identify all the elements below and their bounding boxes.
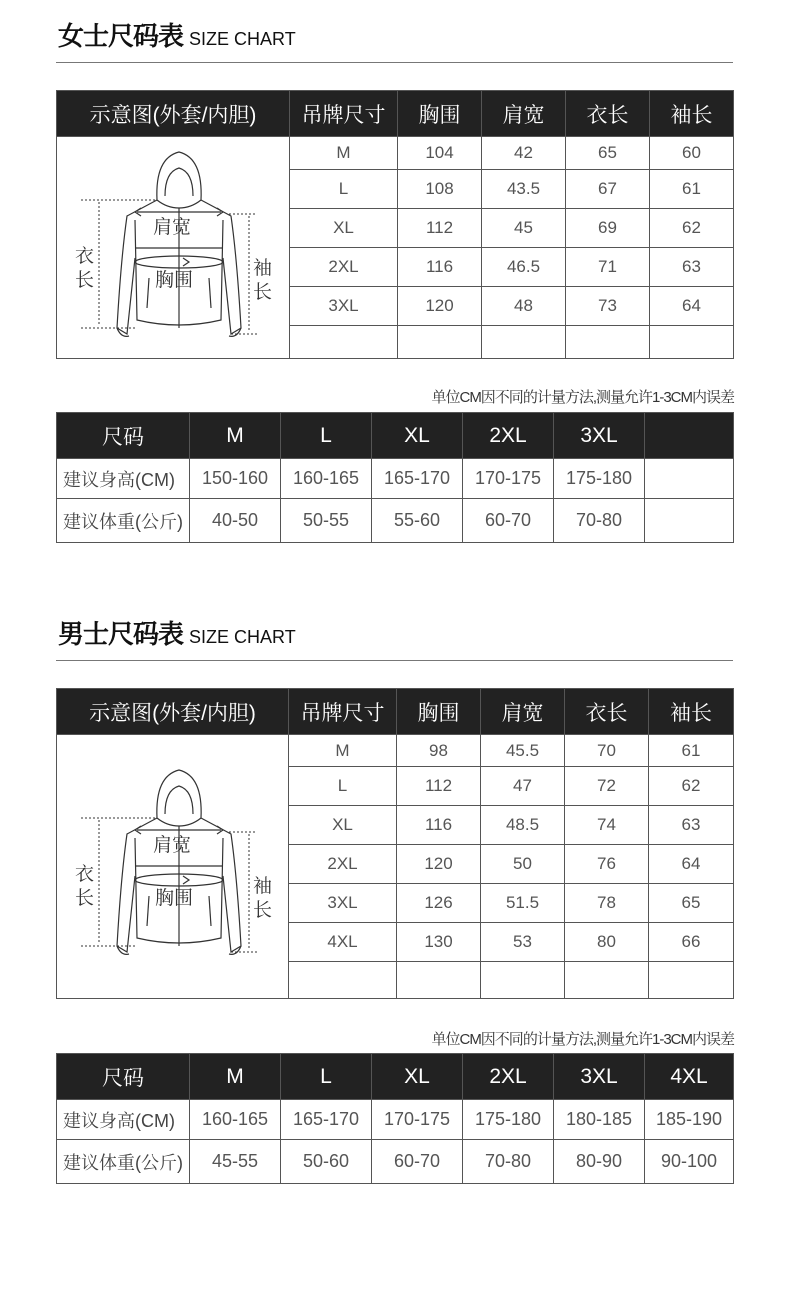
men-header-diagram: 示意图(外套/内胆)	[57, 689, 289, 735]
ref-header-cell: 3XL	[554, 1054, 645, 1100]
table-row	[57, 137, 734, 170]
size-cell: L	[290, 170, 398, 209]
sleeve-cell: 66	[649, 923, 734, 962]
size-cell	[290, 326, 398, 359]
men-title-en: SIZE CHART	[189, 627, 296, 647]
sleeve-cell: 60	[650, 137, 734, 170]
sleeve-cell: 61	[649, 735, 734, 767]
size-cell	[289, 962, 397, 999]
men-ref-header-row	[57, 1054, 734, 1100]
ref-header-cell: M	[190, 1054, 281, 1100]
length-cell: 65	[566, 137, 650, 170]
ref-header-cell: XL	[372, 413, 463, 459]
ref-row-label: 建议体重(公斤)	[57, 499, 190, 543]
ref-cell	[645, 459, 734, 499]
length-cell: 67	[566, 170, 650, 209]
shoulder-cell: 46.5	[482, 248, 566, 287]
shoulder-cell	[482, 326, 566, 359]
women-reference-table	[56, 412, 734, 543]
shoulder-cell: 50	[481, 845, 565, 884]
chest-cell	[397, 962, 481, 999]
ref-header-cell: 3XL	[554, 413, 645, 459]
size-cell: 3XL	[290, 287, 398, 326]
size-cell: M	[289, 735, 397, 767]
women-header-sleeve: 袖长	[650, 91, 734, 137]
ref-header-cell: 尺码	[57, 1054, 190, 1100]
diagram-label-chest: 胸围	[155, 269, 194, 291]
shoulder-cell: 51.5	[481, 884, 565, 923]
women-jacket-diagram	[57, 137, 290, 359]
ref-header-cell	[645, 413, 734, 459]
sleeve-cell: 64	[649, 845, 734, 884]
ref-cell: 55-60	[372, 499, 463, 543]
ref-cell: 60-70	[372, 1140, 463, 1184]
diagram-label-shoulder: 肩宽	[153, 834, 192, 856]
sleeve-cell: 63	[650, 248, 734, 287]
women-measurement-note: 单位CM因不同的计量方法,测量允许1-3CM内误差	[431, 389, 734, 406]
men-title	[58, 614, 296, 651]
shoulder-cell: 45	[482, 209, 566, 248]
men-header-chest: 胸围	[397, 689, 481, 735]
sleeve-cell	[650, 326, 734, 359]
men-title-rule	[56, 660, 733, 661]
diagram-label-length-2: 长	[75, 887, 95, 909]
shoulder-cell: 47	[481, 767, 565, 806]
size-cell: 4XL	[289, 923, 397, 962]
length-cell: 72	[565, 767, 649, 806]
ref-cell: 50-60	[281, 1140, 372, 1184]
chest-cell: 104	[398, 137, 482, 170]
chest-cell: 126	[397, 884, 481, 923]
ref-header-cell: XL	[372, 1054, 463, 1100]
ref-header-cell: M	[190, 413, 281, 459]
sleeve-cell: 62	[649, 767, 734, 806]
diagram-label-length-1: 衣	[75, 863, 95, 885]
ref-cell: 175-180	[554, 459, 645, 499]
jacket-illustration-icon	[57, 736, 289, 998]
jacket-illustration-icon	[57, 138, 290, 358]
ref-cell: 80-90	[554, 1140, 645, 1184]
women-title-rule	[56, 62, 733, 63]
ref-header-cell: 4XL	[645, 1054, 734, 1100]
ref-row-label: 建议身高(CM)	[57, 1100, 190, 1140]
ref-header-cell: 2XL	[463, 413, 554, 459]
men-size-table	[56, 688, 734, 999]
ref-cell: 160-165	[190, 1100, 281, 1140]
chest-cell: 108	[398, 170, 482, 209]
chest-cell: 130	[397, 923, 481, 962]
size-cell: 3XL	[289, 884, 397, 923]
shoulder-cell: 43.5	[482, 170, 566, 209]
sleeve-cell: 63	[649, 806, 734, 845]
ref-cell	[645, 499, 734, 543]
ref-cell: 60-70	[463, 499, 554, 543]
ref-header-cell: 2XL	[463, 1054, 554, 1100]
length-cell: 80	[565, 923, 649, 962]
women-header-shoulder: 肩宽	[482, 91, 566, 137]
ref-cell: 170-175	[372, 1100, 463, 1140]
shoulder-cell: 48	[482, 287, 566, 326]
size-cell: 2XL	[290, 248, 398, 287]
ref-row-label: 建议身高(CM)	[57, 459, 190, 499]
chest-cell: 116	[398, 248, 482, 287]
diagram-label-length-1: 衣	[75, 245, 95, 267]
length-cell	[566, 326, 650, 359]
ref-cell: 160-165	[281, 459, 372, 499]
table-row	[57, 459, 734, 499]
women-size-table	[56, 90, 734, 359]
women-header-length: 衣长	[566, 91, 650, 137]
chest-cell	[398, 326, 482, 359]
women-ref-header-row	[57, 413, 734, 459]
ref-cell: 40-50	[190, 499, 281, 543]
ref-header-cell: L	[281, 413, 372, 459]
diagram-label-sleeve-1: 袖	[253, 875, 273, 897]
table-row	[57, 1100, 734, 1140]
shoulder-cell: 42	[482, 137, 566, 170]
diagram-label-length-2: 长	[75, 269, 95, 291]
size-cell: L	[289, 767, 397, 806]
length-cell	[565, 962, 649, 999]
ref-header-cell: 尺码	[57, 413, 190, 459]
ref-cell: 180-185	[554, 1100, 645, 1140]
ref-cell: 90-100	[645, 1140, 734, 1184]
ref-cell: 70-80	[554, 499, 645, 543]
men-reference-table	[56, 1053, 734, 1184]
shoulder-cell: 45.5	[481, 735, 565, 767]
length-cell: 71	[566, 248, 650, 287]
women-header-size: 吊牌尺寸	[290, 91, 398, 137]
sleeve-cell: 62	[650, 209, 734, 248]
chest-cell: 116	[397, 806, 481, 845]
length-cell: 76	[565, 845, 649, 884]
chest-cell: 120	[397, 845, 481, 884]
ref-cell: 150-160	[190, 459, 281, 499]
men-title-cn: 男士尺码表	[58, 619, 184, 649]
ref-cell: 70-80	[463, 1140, 554, 1184]
length-cell: 70	[565, 735, 649, 767]
men-header-length: 衣长	[565, 689, 649, 735]
men-header-sleeve: 袖长	[649, 689, 734, 735]
women-size-header-row	[57, 91, 734, 137]
diagram-label-shoulder: 肩宽	[153, 216, 192, 238]
shoulder-cell: 48.5	[481, 806, 565, 845]
size-cell: M	[290, 137, 398, 170]
ref-row-label: 建议体重(公斤)	[57, 1140, 190, 1184]
diagram-label-chest: 胸围	[155, 887, 194, 909]
men-header-shoulder: 肩宽	[481, 689, 565, 735]
shoulder-cell	[481, 962, 565, 999]
diagram-label-sleeve-2: 长	[253, 281, 273, 303]
women-header-diagram: 示意图(外套/内胆)	[57, 91, 290, 137]
shoulder-cell: 53	[481, 923, 565, 962]
diagram-label-sleeve-2: 长	[253, 899, 273, 921]
size-cell: XL	[290, 209, 398, 248]
chest-cell: 112	[398, 209, 482, 248]
women-title	[58, 16, 296, 53]
sleeve-cell: 61	[650, 170, 734, 209]
women-title-en: SIZE CHART	[189, 29, 296, 49]
length-cell: 78	[565, 884, 649, 923]
diagram-label-sleeve-1: 袖	[253, 257, 273, 279]
chest-cell: 112	[397, 767, 481, 806]
length-cell: 69	[566, 209, 650, 248]
men-size-header-row	[57, 689, 734, 735]
sleeve-cell: 64	[650, 287, 734, 326]
size-cell: 2XL	[289, 845, 397, 884]
ref-cell: 185-190	[645, 1100, 734, 1140]
men-jacket-diagram	[57, 735, 289, 999]
ref-cell: 165-170	[372, 459, 463, 499]
size-cell: XL	[289, 806, 397, 845]
ref-cell: 165-170	[281, 1100, 372, 1140]
men-measurement-note: 单位CM因不同的计量方法,测量允许1-3CM内误差	[431, 1031, 734, 1048]
ref-cell: 45-55	[190, 1140, 281, 1184]
table-row	[57, 735, 734, 767]
women-header-chest: 胸围	[398, 91, 482, 137]
women-title-cn: 女士尺码表	[58, 21, 184, 51]
ref-header-cell: L	[281, 1054, 372, 1100]
chest-cell: 120	[398, 287, 482, 326]
sleeve-cell: 65	[649, 884, 734, 923]
length-cell: 73	[566, 287, 650, 326]
length-cell: 74	[565, 806, 649, 845]
men-header-size: 吊牌尺寸	[289, 689, 397, 735]
ref-cell: 170-175	[463, 459, 554, 499]
table-row	[57, 499, 734, 543]
sleeve-cell	[649, 962, 734, 999]
ref-cell: 175-180	[463, 1100, 554, 1140]
table-row	[57, 1140, 734, 1184]
chest-cell: 98	[397, 735, 481, 767]
ref-cell: 50-55	[281, 499, 372, 543]
